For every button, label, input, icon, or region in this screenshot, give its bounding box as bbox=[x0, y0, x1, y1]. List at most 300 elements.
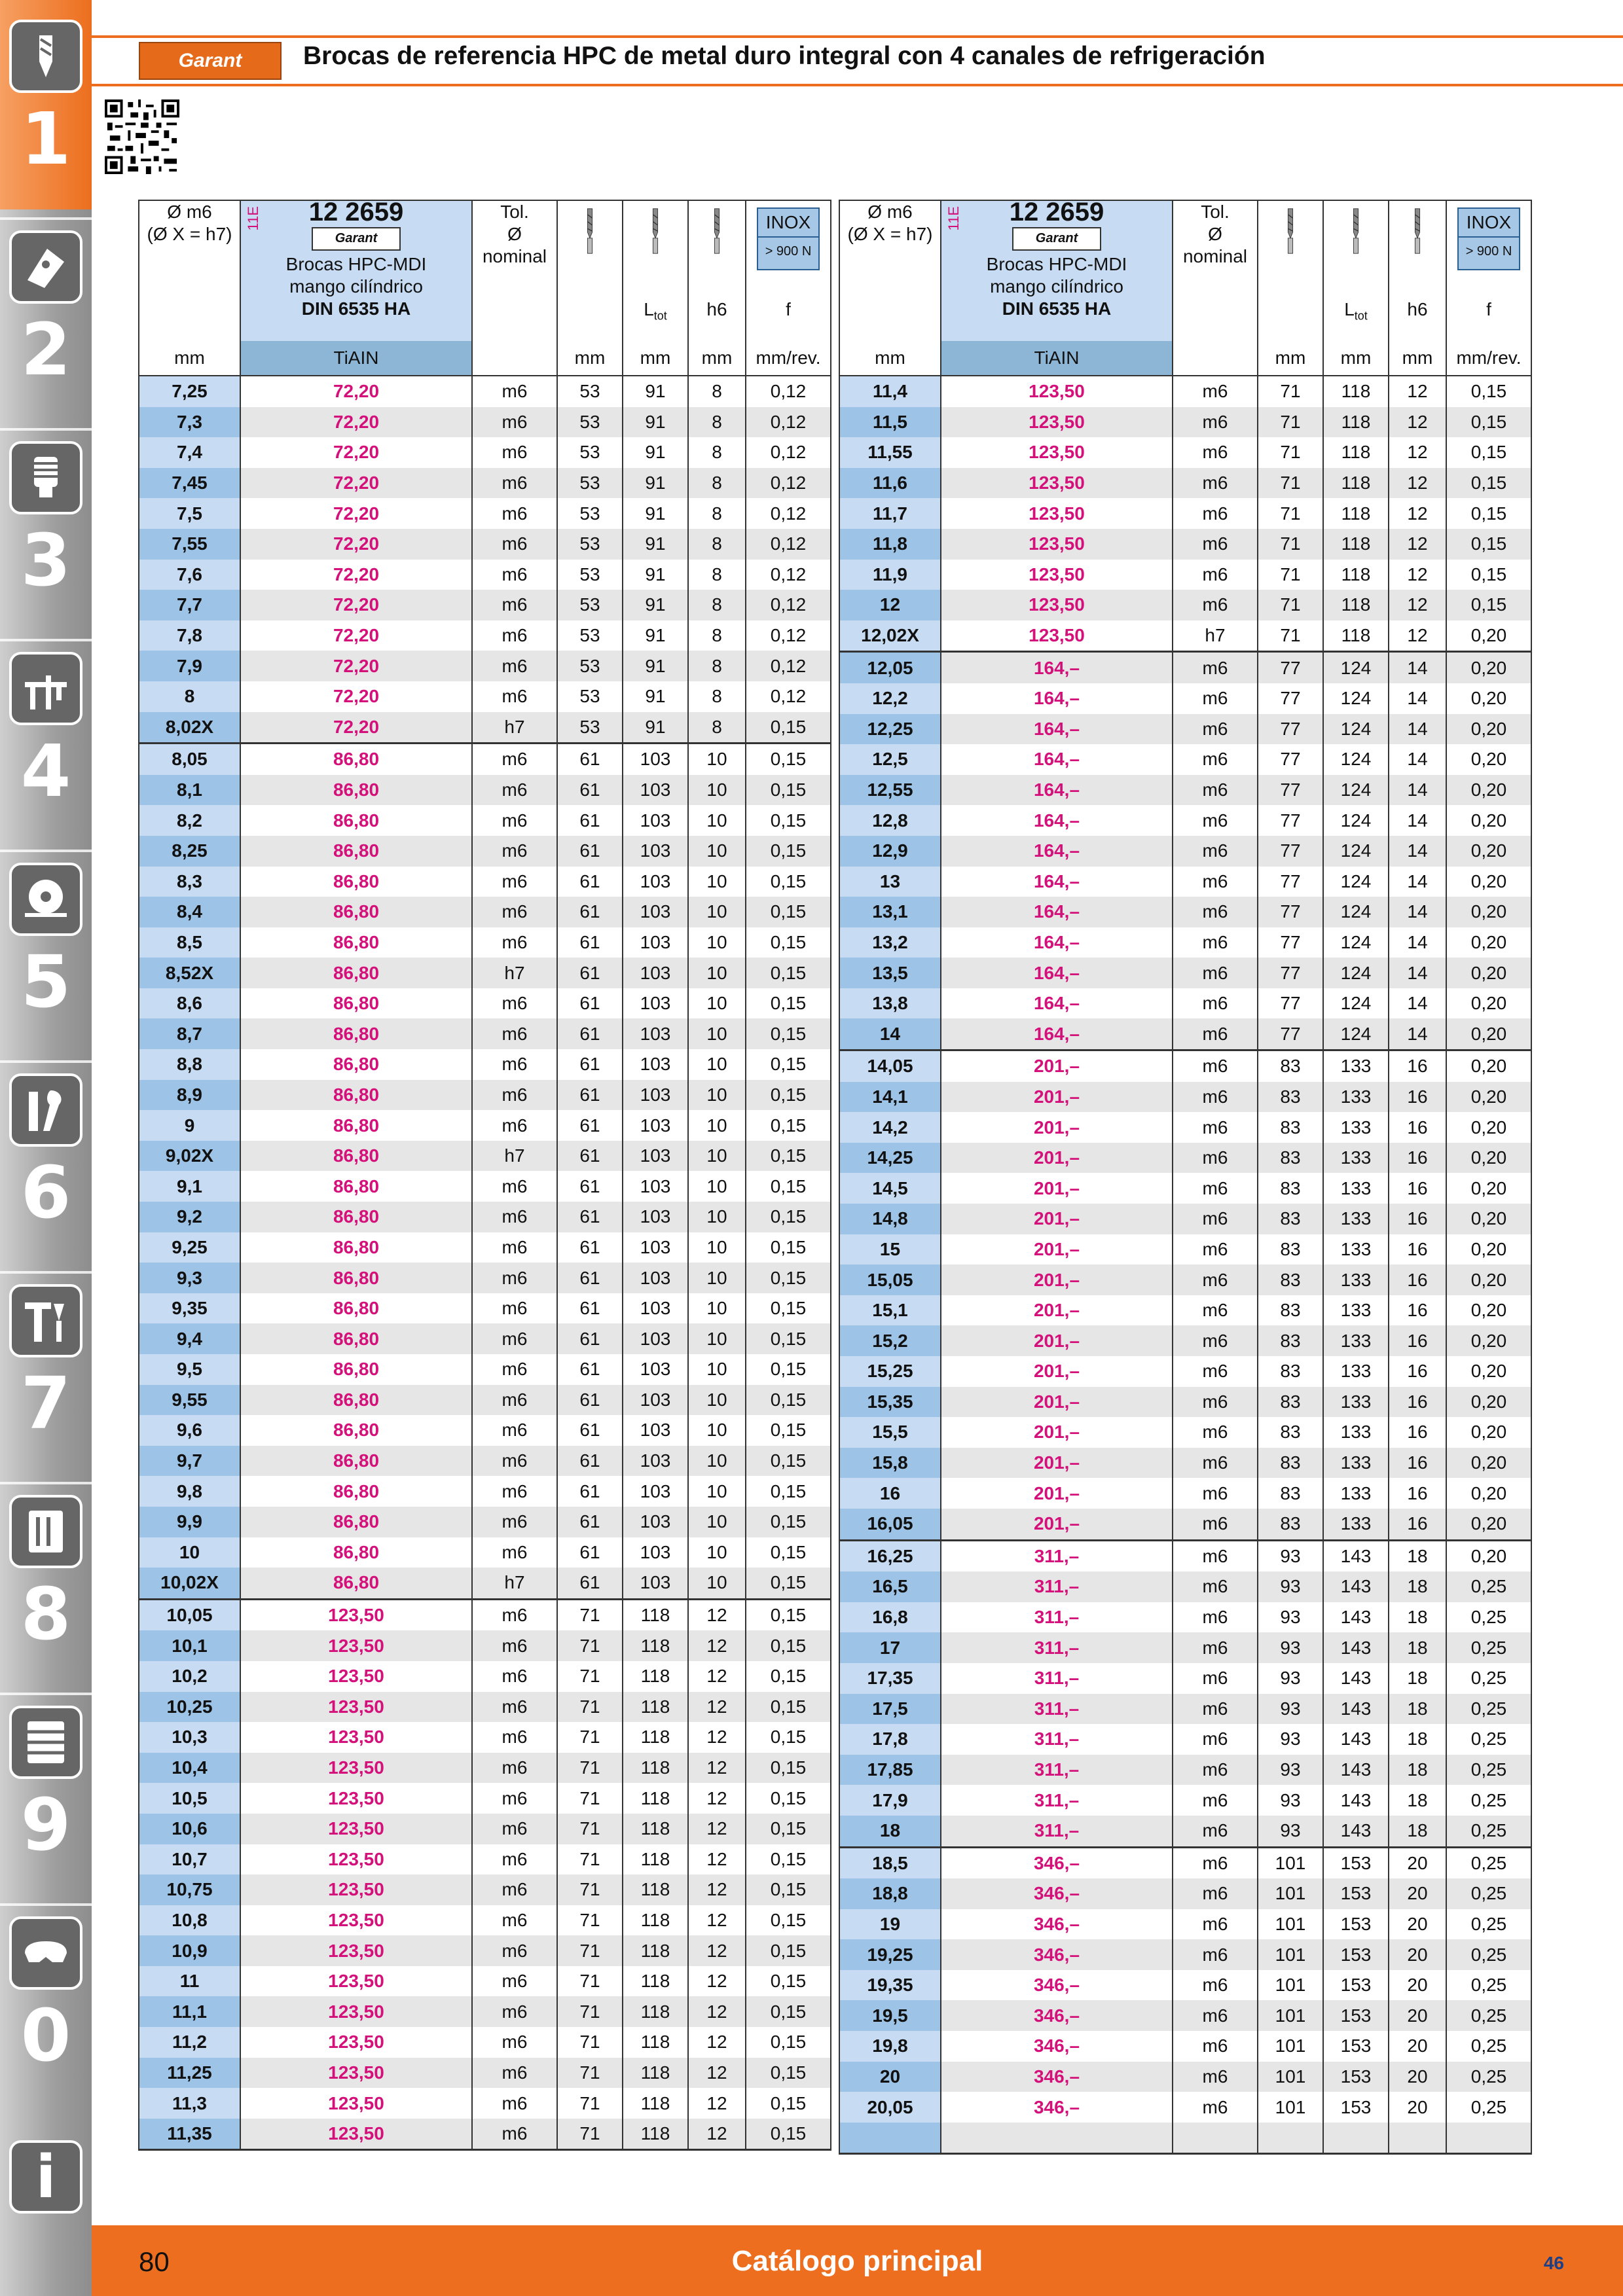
price-cell[interactable]: 346,– bbox=[941, 2062, 1173, 2092]
shank-cell: 12 bbox=[1389, 468, 1446, 499]
price-cell[interactable]: 311,– bbox=[941, 1632, 1173, 1663]
shank-cell: 8 bbox=[688, 712, 746, 744]
price-cell[interactable]: 311,– bbox=[941, 1724, 1173, 1755]
total-length-cell: 124 bbox=[1323, 836, 1389, 867]
total-length-cell: 153 bbox=[1323, 2092, 1389, 2123]
total-length-cell: 153 bbox=[1323, 2031, 1389, 2062]
price-cell[interactable]: 123,50 bbox=[941, 620, 1173, 652]
price-cell[interactable]: 123,50 bbox=[240, 1874, 472, 1905]
price-cell[interactable]: 346,– bbox=[941, 2092, 1173, 2123]
diameter-header: Ø m6 (Ø X = h7) bbox=[139, 200, 240, 341]
diameter-cell: 17,5 bbox=[839, 1694, 941, 1725]
shank-cell: 14 bbox=[1389, 988, 1446, 1019]
price-cell[interactable]: 86,80 bbox=[240, 1415, 472, 1446]
category-code: 11E bbox=[245, 206, 261, 231]
total-length-cell: 124 bbox=[1323, 805, 1389, 836]
feed-cell: 0,15 bbox=[746, 1814, 831, 1844]
price-cell[interactable]: 311,– bbox=[941, 1694, 1173, 1725]
price-cell[interactable]: 201,– bbox=[941, 1173, 1173, 1204]
price-cell[interactable]: 123,50 bbox=[240, 2027, 472, 2058]
price-cell[interactable]: 72,20 bbox=[240, 620, 472, 651]
price-cell[interactable]: 86,80 bbox=[240, 1476, 472, 1507]
price-cell[interactable]: 201,– bbox=[941, 1234, 1173, 1265]
shank-cell: 10 bbox=[688, 988, 746, 1019]
chapter-number[interactable]: 2 bbox=[20, 308, 71, 391]
price-cell[interactable]: 123,50 bbox=[941, 590, 1173, 620]
diameter-cell: 15,8 bbox=[839, 1448, 941, 1479]
total-length-header: $L_{tot}$ bbox=[1323, 200, 1389, 341]
diameter-cell: 19 bbox=[839, 1909, 941, 1940]
feed-cell: 0,15 bbox=[746, 1722, 831, 1753]
price-cell[interactable]: 123,50 bbox=[240, 1753, 472, 1784]
price-cell[interactable]: 72,20 bbox=[240, 712, 472, 744]
price-cell[interactable]: 123,50 bbox=[240, 1722, 472, 1753]
flute-length-cell: 61 bbox=[557, 744, 623, 775]
coating-label: TiAIN bbox=[941, 341, 1173, 376]
tolerance-cell: m6 bbox=[1173, 1939, 1258, 1970]
flute-length-cell: 71 bbox=[557, 1905, 623, 1936]
price-cell[interactable]: 201,– bbox=[941, 1112, 1173, 1143]
total-length-cell: 133 bbox=[1323, 1082, 1389, 1113]
tolerance-cell: m6 bbox=[1173, 1755, 1258, 1785]
price-cell[interactable]: 123,50 bbox=[941, 376, 1173, 407]
price-cell[interactable]: 201,– bbox=[941, 1448, 1173, 1479]
price-cell[interactable]: 164,– bbox=[941, 867, 1173, 897]
price-cell[interactable]: 201,– bbox=[941, 1387, 1173, 1418]
flute-length-cell: 101 bbox=[1258, 1909, 1323, 1940]
chapter-number[interactable]: 1 bbox=[20, 97, 71, 181]
feed-cell: 0,20 bbox=[1446, 1478, 1531, 1509]
price-cell[interactable]: 86,80 bbox=[240, 1568, 472, 1599]
price-cell[interactable]: 86,80 bbox=[240, 1385, 472, 1416]
price-cell[interactable]: 72,20 bbox=[240, 498, 472, 529]
diameter-cell: 8,7 bbox=[139, 1018, 240, 1049]
table-row bbox=[839, 897, 1531, 927]
price-cell[interactable]: 346,– bbox=[941, 1847, 1173, 1878]
price-cell[interactable]: 86,80 bbox=[240, 1507, 472, 1537]
diameter-cell: 15 bbox=[839, 1234, 941, 1265]
table-row bbox=[139, 1476, 831, 1507]
diameter-cell: 16,8 bbox=[839, 1602, 941, 1633]
price-cell[interactable]: 123,50 bbox=[240, 1905, 472, 1936]
feed-cell: 0,15 bbox=[746, 1385, 831, 1416]
price-cell[interactable]: 201,– bbox=[941, 1082, 1173, 1113]
diameter-cell: 19,5 bbox=[839, 2000, 941, 2031]
total-length-cell: 103 bbox=[623, 958, 688, 988]
chapter-separator bbox=[0, 428, 92, 431]
price-cell[interactable]: 164,– bbox=[941, 1018, 1173, 1050]
tolerance-cell: m6 bbox=[1173, 2092, 1258, 2123]
diameter-cell: 7,9 bbox=[139, 651, 240, 681]
price-cell[interactable]: 311,– bbox=[941, 1540, 1173, 1571]
tolerance-cell: m6 bbox=[472, 1814, 557, 1844]
price-cell[interactable]: 164,– bbox=[941, 652, 1173, 683]
price-cell[interactable]: 86,80 bbox=[240, 775, 472, 806]
shank-cell: 18 bbox=[1389, 1694, 1446, 1725]
table-row bbox=[839, 1143, 1531, 1174]
flute-length-cell: 83 bbox=[1258, 1448, 1323, 1479]
price-cell[interactable]: 86,80 bbox=[240, 744, 472, 775]
tolerance-cell: m6 bbox=[472, 681, 557, 712]
price-cell[interactable]: 123,50 bbox=[941, 407, 1173, 438]
price-cell[interactable]: 72,20 bbox=[240, 407, 472, 438]
garant-mini-logo: Garant bbox=[312, 227, 401, 251]
table-row bbox=[839, 1265, 1531, 1295]
price-cell[interactable]: 72,20 bbox=[240, 529, 472, 560]
total-length-cell: 118 bbox=[623, 1966, 688, 1997]
flute-length-cell: 83 bbox=[1258, 1295, 1323, 1326]
page-number: 80 bbox=[139, 2246, 170, 2277]
feed-cell: 0,12 bbox=[746, 651, 831, 681]
diameter-cell: 11,2 bbox=[139, 2027, 240, 2058]
feed-cell: 0,15 bbox=[1446, 468, 1531, 499]
price-cell[interactable]: 201,– bbox=[941, 1356, 1173, 1387]
shank-cell: 18 bbox=[1389, 1602, 1446, 1633]
diameter-cell: 10,05 bbox=[139, 1599, 240, 1630]
total-length-cell: 103 bbox=[623, 1354, 688, 1385]
chapter-number[interactable]: 7 bbox=[20, 1361, 71, 1445]
price-cell[interactable]: 164,– bbox=[941, 836, 1173, 867]
price-cell[interactable]: 86,80 bbox=[240, 1537, 472, 1568]
price-cell[interactable]: 86,80 bbox=[240, 805, 472, 836]
info-icon[interactable] bbox=[9, 2140, 82, 2214]
price-cell[interactable]: 72,20 bbox=[240, 651, 472, 681]
price-cell[interactable]: 86,80 bbox=[240, 836, 472, 867]
total-length-cell: 133 bbox=[1323, 1295, 1389, 1326]
total-length-cell: 91 bbox=[623, 681, 688, 712]
toolbox-icon[interactable] bbox=[9, 1495, 82, 1568]
price-cell[interactable]: 346,– bbox=[941, 2031, 1173, 2062]
shank-cell: 8 bbox=[688, 407, 746, 438]
flute-length-cell: 83 bbox=[1258, 1387, 1323, 1418]
section-page-number: 46 bbox=[1543, 2253, 1564, 2273]
shank-cell: 8 bbox=[688, 529, 746, 560]
shank-cell: 14 bbox=[1389, 805, 1446, 836]
chapter-number[interactable]: 8 bbox=[20, 1572, 71, 1656]
price-cell[interactable]: 72,20 bbox=[240, 560, 472, 590]
price-cell[interactable]: 86,80 bbox=[240, 1263, 472, 1293]
table-row bbox=[139, 988, 831, 1019]
price-cell[interactable]: 86,80 bbox=[240, 1171, 472, 1202]
price-cell[interactable]: 201,– bbox=[941, 1325, 1173, 1356]
flute-length-cell: 101 bbox=[1258, 1847, 1323, 1878]
price-cell[interactable]: 86,80 bbox=[240, 1354, 472, 1385]
qr-code-icon[interactable] bbox=[105, 99, 179, 174]
price-cell[interactable]: 86,80 bbox=[240, 988, 472, 1019]
tolerance-cell: m6 bbox=[1173, 683, 1258, 714]
diameter-cell: 14 bbox=[839, 1018, 941, 1050]
price-cell[interactable]: 123,50 bbox=[240, 1966, 472, 1997]
price-cell[interactable]: 311,– bbox=[941, 1755, 1173, 1785]
shank-cell: 10 bbox=[688, 1354, 746, 1385]
tolerance-cell: m6 bbox=[1173, 1356, 1258, 1387]
shank-cell: 16 bbox=[1389, 1325, 1446, 1356]
table-row bbox=[139, 958, 831, 988]
feed-cell: 0,25 bbox=[1446, 1785, 1531, 1816]
flute-length-cell: 61 bbox=[557, 867, 623, 897]
price-cell[interactable]: 86,80 bbox=[240, 1202, 472, 1232]
price-cell[interactable]: 123,50 bbox=[240, 1599, 472, 1630]
price-cell[interactable]: 123,50 bbox=[240, 1814, 472, 1844]
total-length-cell: 118 bbox=[623, 1599, 688, 1630]
diameter-cell: 16,05 bbox=[839, 1509, 941, 1540]
feed-cell: 0,15 bbox=[746, 775, 831, 806]
shank-cell: 20 bbox=[1389, 1847, 1446, 1878]
total-length-cell: 153 bbox=[1323, 1909, 1389, 1940]
price-cell[interactable]: 72,20 bbox=[240, 437, 472, 468]
table-row bbox=[139, 1783, 831, 1814]
feed-cell: 0,12 bbox=[746, 620, 831, 651]
diameter-cell: 11,25 bbox=[139, 2058, 240, 2089]
table-row bbox=[139, 1966, 831, 1997]
price-cell[interactable]: 123,50 bbox=[941, 529, 1173, 560]
diameter-cell: 12,8 bbox=[839, 805, 941, 836]
price-cell[interactable]: 164,– bbox=[941, 683, 1173, 714]
diameter-cell: 11,55 bbox=[839, 437, 941, 468]
shank-cell: 10 bbox=[688, 1537, 746, 1568]
price-cell[interactable]: 311,– bbox=[941, 1663, 1173, 1694]
chapter-separator bbox=[0, 1482, 92, 1484]
wrench-icon[interactable] bbox=[9, 1073, 82, 1147]
feed-cell: 0,15 bbox=[746, 1415, 831, 1446]
price-cell[interactable]: 86,80 bbox=[240, 1049, 472, 1080]
table-row bbox=[139, 1630, 831, 1661]
price-cell[interactable]: 123,50 bbox=[240, 1661, 472, 1692]
diameter-cell: 14,2 bbox=[839, 1112, 941, 1143]
diameter-cell: 10,7 bbox=[139, 1844, 240, 1875]
table-row bbox=[839, 744, 1531, 775]
tolerance-cell: m6 bbox=[472, 1599, 557, 1630]
tolerance-cell: m6 bbox=[472, 897, 557, 927]
flute-length-cell: 71 bbox=[557, 1599, 623, 1630]
price-cell[interactable]: 123,50 bbox=[941, 560, 1173, 590]
price-cell[interactable]: 123,50 bbox=[941, 468, 1173, 499]
price-cell[interactable]: 123,50 bbox=[941, 498, 1173, 529]
price-cell[interactable]: 164,– bbox=[941, 927, 1173, 958]
table-row bbox=[139, 1874, 831, 1905]
price-cell[interactable]: 201,– bbox=[941, 1050, 1173, 1082]
shank-cell: 20 bbox=[1389, 2000, 1446, 2031]
price-cell[interactable]: 86,80 bbox=[240, 897, 472, 927]
tolerance-cell: m6 bbox=[1173, 1082, 1258, 1113]
price-cell[interactable]: 86,80 bbox=[240, 1323, 472, 1354]
feed-cell: 0,20 bbox=[1446, 958, 1531, 988]
price-cell[interactable]: 86,80 bbox=[240, 927, 472, 958]
price-cell[interactable]: 346,– bbox=[941, 1970, 1173, 2001]
price-cell[interactable]: 72,20 bbox=[240, 681, 472, 712]
total-length-cell: 91 bbox=[623, 560, 688, 590]
feed-cell: 0,15 bbox=[746, 1080, 831, 1111]
flute-length-cell: 101 bbox=[1258, 1878, 1323, 1909]
price-cell[interactable]: 123,50 bbox=[240, 2119, 472, 2150]
price-cell[interactable]: 201,– bbox=[941, 1478, 1173, 1509]
shank-cell: 12 bbox=[1389, 437, 1446, 468]
flute-length-cell: 61 bbox=[557, 1293, 623, 1324]
feed-cell: 0,12 bbox=[746, 468, 831, 499]
diameter-cell: 12,2 bbox=[839, 683, 941, 714]
diameter-cell: 12,55 bbox=[839, 775, 941, 806]
diameter-cell: 17,35 bbox=[839, 1663, 941, 1694]
price-cell[interactable]: 201,– bbox=[941, 1509, 1173, 1540]
total-length-cell: 118 bbox=[1323, 560, 1389, 590]
pliers-icon[interactable] bbox=[9, 1284, 82, 1357]
flute-length-cell: 61 bbox=[557, 1323, 623, 1354]
diameter-cell: 7,3 bbox=[139, 407, 240, 438]
price-cell[interactable]: 123,50 bbox=[240, 1844, 472, 1875]
price-cell[interactable]: 123,50 bbox=[240, 2088, 472, 2119]
price-cell[interactable]: 86,80 bbox=[240, 958, 472, 988]
price-cell[interactable]: 86,80 bbox=[240, 1141, 472, 1172]
flute-length-cell: 61 bbox=[557, 1446, 623, 1477]
feed-cell: 0,12 bbox=[746, 437, 831, 468]
caliper-icon[interactable] bbox=[9, 652, 82, 725]
flute-length-cell: 71 bbox=[557, 1814, 623, 1844]
price-cell[interactable]: 346,– bbox=[941, 1939, 1173, 1970]
price-cell[interactable]: 86,80 bbox=[240, 1446, 472, 1477]
chapter-number[interactable]: 5 bbox=[20, 940, 71, 1024]
tolerance-cell: m6 bbox=[472, 1935, 557, 1966]
flute-length-cell: 61 bbox=[557, 1507, 623, 1537]
tolerance-cell: m6 bbox=[472, 1844, 557, 1875]
flute-length-cell: 83 bbox=[1258, 1265, 1323, 1295]
table-row bbox=[139, 836, 831, 867]
feed-cell: 0,15 bbox=[746, 1783, 831, 1814]
chapter-number[interactable]: 4 bbox=[20, 729, 71, 813]
saw-blade-icon[interactable] bbox=[9, 863, 82, 936]
chapter-number[interactable]: 6 bbox=[20, 1151, 71, 1234]
price-cell[interactable]: 123,50 bbox=[240, 1783, 472, 1814]
tolerance-cell: m6 bbox=[472, 1202, 557, 1232]
total-length-cell: 103 bbox=[623, 1415, 688, 1446]
feed-cell: 0,15 bbox=[1446, 590, 1531, 620]
tolerance-cell: m6 bbox=[1173, 1509, 1258, 1540]
price-cell[interactable]: 346,– bbox=[941, 2000, 1173, 2031]
tolerance-cell: m6 bbox=[472, 2119, 557, 2150]
price-cell[interactable]: 72,20 bbox=[240, 468, 472, 499]
price-cell[interactable]: 311,– bbox=[941, 1602, 1173, 1633]
shank-cell: 18 bbox=[1389, 1816, 1446, 1847]
table-row bbox=[139, 805, 831, 836]
price-cell[interactable]: 72,20 bbox=[240, 376, 472, 407]
safety-glasses-icon[interactable] bbox=[9, 1916, 82, 1990]
table-row bbox=[139, 560, 831, 590]
total-length-cell: 124 bbox=[1323, 897, 1389, 927]
unit-ltot: mm bbox=[623, 341, 688, 376]
table-row bbox=[139, 468, 831, 499]
price-cell[interactable]: 86,80 bbox=[240, 1232, 472, 1263]
price-cell[interactable]: 201,– bbox=[941, 1143, 1173, 1174]
garant-mini-logo: Garant bbox=[1012, 227, 1101, 251]
diameter-cell: 11,9 bbox=[839, 560, 941, 590]
feed-cell: 0,20 bbox=[1446, 1018, 1531, 1050]
price-cell[interactable]: 72,20 bbox=[240, 590, 472, 620]
total-length-cell: 103 bbox=[623, 1110, 688, 1141]
price-cell[interactable]: 123,50 bbox=[240, 1692, 472, 1723]
chapter-number[interactable]: 0 bbox=[20, 1994, 71, 2077]
price-cell[interactable]: 201,– bbox=[941, 1204, 1173, 1234]
flute-length-cell: 93 bbox=[1258, 1724, 1323, 1755]
cabinet-icon[interactable] bbox=[9, 1706, 82, 1779]
feed-cell: 0,15 bbox=[746, 1110, 831, 1141]
feed-cell: 0,15 bbox=[746, 2088, 831, 2119]
flute-length-cell: 61 bbox=[557, 836, 623, 867]
price-cell[interactable]: 164,– bbox=[941, 988, 1173, 1019]
diameter-cell: 9,2 bbox=[139, 1202, 240, 1232]
price-cell[interactable]: 201,– bbox=[941, 1265, 1173, 1295]
table-row bbox=[839, 836, 1531, 867]
table-row bbox=[839, 2062, 1531, 2092]
price-cell[interactable]: 164,– bbox=[941, 744, 1173, 775]
price-cell[interactable]: 123,50 bbox=[941, 437, 1173, 468]
price-cell[interactable]: 164,– bbox=[941, 958, 1173, 988]
diameter-cell: 9,25 bbox=[139, 1232, 240, 1263]
tolerance-cell: m6 bbox=[1173, 1018, 1258, 1050]
price-cell[interactable]: 123,50 bbox=[240, 2058, 472, 2089]
table-row bbox=[839, 2031, 1531, 2062]
price-cell[interactable]: 123,50 bbox=[240, 1996, 472, 2027]
diameter-cell: 16 bbox=[839, 1478, 941, 1509]
price-cell[interactable]: 164,– bbox=[941, 714, 1173, 745]
price-cell[interactable]: 86,80 bbox=[240, 1018, 472, 1049]
price-cell[interactable]: 346,– bbox=[941, 1878, 1173, 1909]
chapter-separator bbox=[0, 1060, 92, 1063]
price-cell[interactable]: 201,– bbox=[941, 1417, 1173, 1448]
price-cell[interactable]: 86,80 bbox=[240, 1110, 472, 1141]
feed-cell: 0,20 bbox=[1446, 1173, 1531, 1204]
diameter-cell: 11,3 bbox=[139, 2088, 240, 2119]
price-cell[interactable]: 164,– bbox=[941, 805, 1173, 836]
chapter-number[interactable]: 9 bbox=[20, 1783, 71, 1867]
drill-icon[interactable] bbox=[9, 20, 82, 93]
diameter-cell: 9,55 bbox=[139, 1385, 240, 1416]
price-cell[interactable]: 86,80 bbox=[240, 1080, 472, 1111]
total-length-cell: 103 bbox=[623, 1446, 688, 1477]
price-cell[interactable]: 164,– bbox=[941, 897, 1173, 927]
price-cell[interactable]: 201,– bbox=[941, 1295, 1173, 1326]
insert-icon[interactable] bbox=[9, 230, 82, 304]
feed-cell: 0,20 bbox=[1446, 1143, 1531, 1174]
feed-cell: 0,15 bbox=[746, 2119, 831, 2150]
price-cell[interactable]: 346,– bbox=[941, 1909, 1173, 1940]
price-cell[interactable]: 164,– bbox=[941, 775, 1173, 806]
diameter-cell: 10,8 bbox=[139, 1905, 240, 1936]
total-length-cell: 103 bbox=[623, 1018, 688, 1049]
flute-length-cell: 61 bbox=[557, 1232, 623, 1263]
total-length-cell: 143 bbox=[1323, 1571, 1389, 1602]
total-length-cell: 103 bbox=[623, 1171, 688, 1202]
unit-h6: mm bbox=[688, 341, 746, 376]
empty-row bbox=[839, 2123, 1531, 2154]
price-cell[interactable]: 123,50 bbox=[240, 1630, 472, 1661]
tolerance-cell: m6 bbox=[472, 1783, 557, 1814]
price-cell[interactable]: 123,50 bbox=[240, 1935, 472, 1966]
price-cell[interactable]: 86,80 bbox=[240, 1293, 472, 1324]
price-cell[interactable]: 86,80 bbox=[240, 867, 472, 897]
feed-cell: 0,25 bbox=[1446, 1724, 1531, 1755]
thread-tap-icon[interactable] bbox=[9, 441, 82, 514]
diameter-cell: 11,6 bbox=[839, 468, 941, 499]
tolerance-cell: m6 bbox=[472, 988, 557, 1019]
total-length-cell: 103 bbox=[623, 1049, 688, 1080]
total-length-cell: 118 bbox=[1323, 376, 1389, 407]
price-cell[interactable]: 311,– bbox=[941, 1785, 1173, 1816]
price-cell[interactable]: 311,– bbox=[941, 1816, 1173, 1847]
price-cell[interactable]: 311,– bbox=[941, 1571, 1173, 1602]
shank-cell: 12 bbox=[688, 2027, 746, 2058]
chapter-number[interactable]: 3 bbox=[20, 518, 71, 602]
tolerance-cell: m6 bbox=[472, 1049, 557, 1080]
total-length-cell: 124 bbox=[1323, 1018, 1389, 1050]
